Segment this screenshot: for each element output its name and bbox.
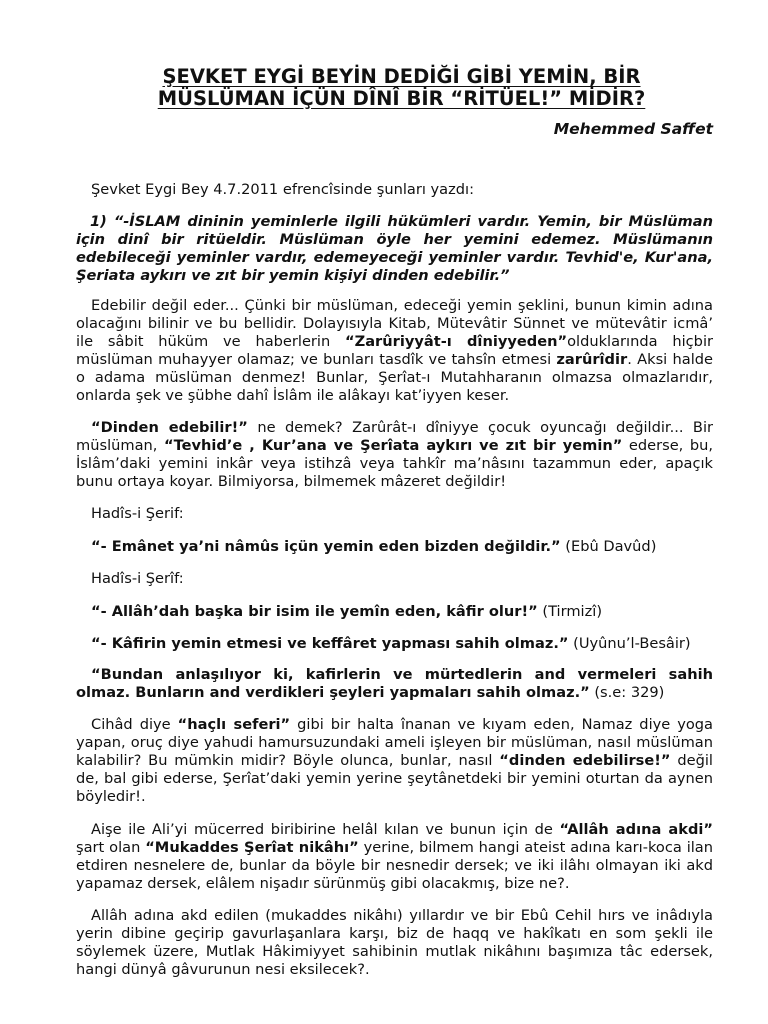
quoted-statement: 1) “-İSLAM dininin yeminlerle ilgili hükümleri vardır. Yemin, bir Müslüman için dinî bir ritüeldir. Müslüman öyle her yemini edemez. Müslümanın edebileceği yeminler vardır, edemeyeceği yeminler vardır. Tevhid'e, Kur'ana, Şeriata aykırı ve zıt bir yemin kişiyi dinden edebilir.” [76,213,713,284]
title-line-2: MÜSLÜMAN İÇÜN DÎNÎ BİR “RİTÜEL!” MİDİR? [157,87,646,110]
text-run: . Aksi halde o adama müslüman denmez! Bunlar, Şerîat-ı Mutahharanın olmazsa olmazlarıdır, onlarda şek ve şübhe dahî İslâm ile alâkayı kat’iyyen keser. [76,351,714,404]
hadis-source: (Ebû Davûd) [560,538,657,555]
text-run: ederse, bu, İslâm’daki yemini inkâr veya istihzâ veya tahkîr ma’nâsını tazammun eder, apaçık bunu ortaya koyar. Bilmiyorsa, bilmemek mâzeret değildir! [76,437,714,490]
paragraph-mukaddes-nikah: Allâh adına akd edilen (mukaddes nikâhı) yıllardır ve bir Ebû Cehil hırs ve inâdıyla yerin dibine geçirip gavurlaşanlara karşı, biz de haqq ve hakîkatı en som şekli ile söylemek üzere, Mutlak Hâkimiyyet sahibinin mutlak nikâhını başımıza tâc edersek, hangi dünyâ gâvurunun nesi eksilecek?. [76,907,713,978]
bold-run: “- Allâh’dah başka bir isim ile yemîn eden, kâfir olur!” [91,603,538,620]
text-run: gibi bir halta înanan ve kıyam eden, Namaz diye yoga yapan, oruç diye yahudi hamursuzundaki ameli işleyen bir müslüman, nasıl müslüman kalabilir? Bu mümkin midir? Böyle olunca, bunlar, nasıl [76,716,713,769]
hadis-quote-1 [76,538,713,556]
bold-run: “Bundan anlaşılıyor ki, kafirlerin ve mürtedlerin and vermeleri sahih olmaz. Bunların and verdikleri şeyleri yapmaları sahih olmaz.” [76,666,713,701]
hadis-label-1: Hadîs-i Şerif: [91,505,184,522]
bold-run: “- Kâfirin yemin etmesi ve keffâret yapması sahih olmaz.” [91,635,569,652]
title-line-1: ŞEVKET EYGİ BEYİN DEDİĞİ GİBİ YEMİN, BİR [162,65,641,88]
author-name: Mehemmed Saffet [553,120,713,138]
text-run: Aişe ile Ali’yi mücerred biribirine helâl kılan ve bunun için de [91,821,560,838]
bold-run: “Allâh adına akdi” [559,821,713,838]
text-run: ne demek? Zarûrât-ı dîniyye çocuk oyuncağı değildir... Bir müslüman, [76,419,713,454]
hadis-source: (Tirmizî) [537,603,603,620]
paragraph-cihad [76,716,713,806]
paragraph-dinden-edebilir [76,419,713,491]
paragraph-nikah [76,821,713,893]
text-run: olduklarında hiçbir müslüman muhayyer olamaz; ve bunları tasdîk ve tahsîn etmesi [76,333,713,368]
bold-run: zarûrîdir [556,351,628,368]
bold-run: “haçlı seferi” [177,716,291,733]
bold-run: “Zarûriyyât-ı dîniyyeden” [345,333,568,350]
bold-run: “dinden edebilirse!” [499,752,671,769]
text-run: yerine, bilmem hangi ateist adına karı-koca ilan etdiren nesnelere de, bunlar da böyle bir nesnedir dersek; ve iki ilâhı olmayan iki akd yapamaz dersek, elâlem nişadır sürünmüş gibi olacakmış, bize ne?. [76,839,713,892]
document-page [76,0,713,979]
hadis-quote-2 [76,603,713,621]
bold-run: “- Emânet ya’ni nâmûs içün yemin eden bizden değildir.” [91,538,561,555]
hadis-source: (Uyûnu’l-Besâir) [568,635,691,652]
bold-run: “Tevhid’e , Kur’ana ve Şerîata aykırı ve zıt bir yemin” [163,437,623,454]
text-run: Cihâd diye [91,716,178,733]
text-run: Edebilir değil eder... Çünki bir müslüman, edeceği yemin şeklini, bunun kimin adına olacağını bilinir ve bu bellidir. Dolayısıyla Kitab, Mütevâtir Sünnet ve mütevâtir icmâ’ ile sâbit hüküm ve haberlerin [76,297,713,350]
quoted-source-passage [76,666,713,702]
intro-paragraph: Şevket Eygi Bey 4.7.2011 efrencîsinde şunları yazdı: [91,181,475,198]
page-title [76,66,713,110]
bold-run: “Dinden edebilir!” [91,419,248,436]
hadis-quote-3 [76,635,713,653]
quote-source: (s.e: 329) [589,684,665,701]
text-run: şart olan [76,839,146,856]
bold-run: “Mukaddes Şerîat nikâhı” [145,839,359,856]
text-run: değil de, bal gibi ederse, Şerîat’daki yemin yerine şeytânetdeki bir yemini oturtan da aynen böyledir!. [76,752,713,805]
paragraph-zaruriyyat [76,297,713,405]
hadis-label-2: Hadîs-i Şerîf: [91,570,184,587]
